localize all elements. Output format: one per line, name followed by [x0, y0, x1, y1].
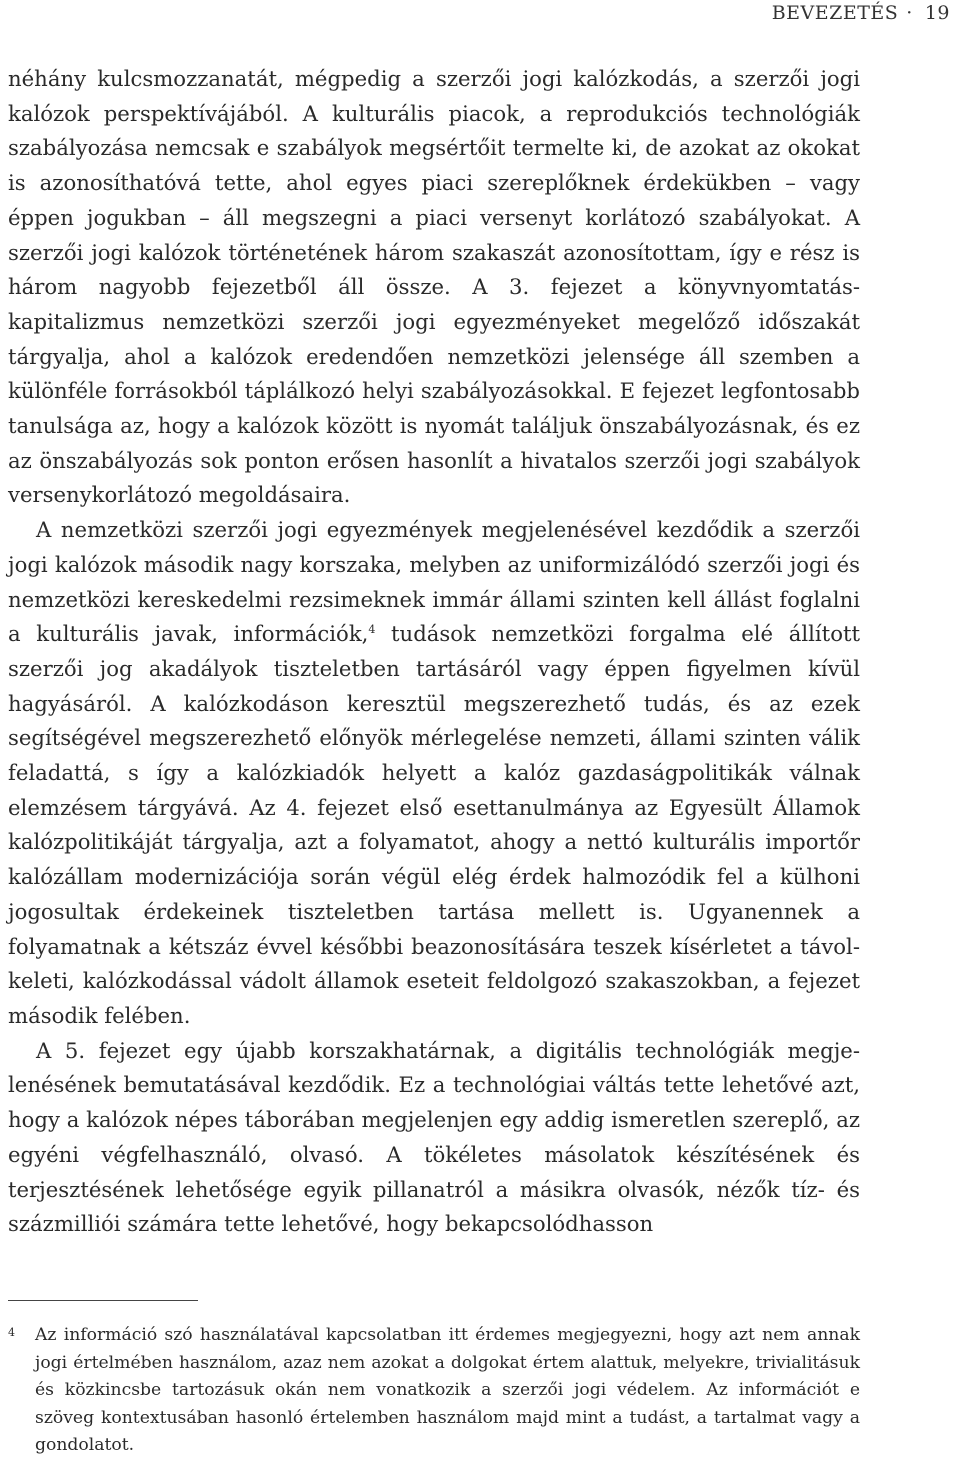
section-title: BEVEZETÉS: [771, 2, 899, 24]
paragraph-3: A 5. fejezet egy újabb korszakhatárnak, a digitális technológiák megjelenésének bemutatásával kezdődik. Ez a technológiai váltás tette lehetővé azt, hogy a kalózok népes táborában megjelenjen egy addig ismeretlen szereplő, az egyéni végfelhasználó, olvasó. A tökéletes másolatok készítésének és terjesztésének lehetősége egyik pillanatról a másikra olvasók, nézők tíz- és százmilliói számára tette lehetővé, hogy bekapcsolódhasson: [8, 1037, 860, 1237]
paragraph-2: [8, 513, 860, 1034]
header-separator: ·: [906, 2, 913, 24]
footnote-divider: [8, 1300, 198, 1301]
footnote-number: 4: [8, 1326, 15, 1339]
running-header: [772, 2, 950, 24]
body-text: [8, 62, 860, 1242]
paragraph-2-part-2: tudások nemzetközi forgalma elé állított szerzői jog akadályok tiszteletben tartásáról vagy éppen figyelmen kívül hagyásáról. A kalózkodáson keresztül megszerezhető tudás, és az ezek segítségével megszerezhető előnyök mérlegelése nemzeti, állami szinten válik feladattá, s így a kalózkiadók helyett a kalóz gazdaságpolitikák válnak elemzésem tárgyává. Az 4. fejezet első esettanulmánya az Egyesült Államok kalózpolitikáját tárgyalja, azt a folyamatot, ahogy a nettó kulturális importőr kalózállam modernizációja során végül elég érdek halmozódik fel a külhoni jogosultak érdekeinek tiszteletben tartása mellett is. Ugyanennek a folyamatnak a kétszáz évvel későbbi beazonosítására teszek kísérletet a távol-keleti, kalózkodással vádolt államok eseteit feldolgozó szakaszokban, a fejezet második felében.: [8, 621, 860, 1028]
page-number: 19: [924, 2, 950, 24]
paragraph-2-part-1: A nemzetközi szerzői jogi egyezmények megjelenésével kezdődik a szerzői jogi kalózok második nagy korszaka, melyben az uniformizálódó szerzői jogi és nemzetközi kereskedelmi rezsimeknek immár állami szinten kell állást foglalni a kulturális javak, információk,: [8, 517, 860, 647]
footnote-reference[interactable]: 4: [368, 623, 376, 637]
footnote-text: Az információ szó használatával kapcsolatban itt érdemes megjegyezni, hogy azt nem annak jogi értelmében használom, azaz nem azokat a dolgokat értem alattuk, melyekre, trivialitásuk és közkincsbe tartozásuk okán nem vonatkozik a szerzői jogi védelem. Az információt e szöveg kontextusában hasonló értelemben használom majd mint a tudást, a tartalmat vagy a gondolatot.: [35, 1325, 860, 1456]
paragraph-1: néhány kulcsmozzanatát, mégpedig a szerzői jogi kalózkodás, a szerzői jogi kalózok perspektívájából. A kulturális piacok, a reprodukciós technológiák szabályozása nemcsak e szabályok megsértőit termelte ki, de azokat az okokat is azonosíthatóvá tette, ahol egyes piaci szereplőknek érdekükben – vagy éppen jogukban – áll megszegni a piaci versenyt korlátozó szabályokat. A szerzői jogi kalózok történetének három szakaszát azonosítottam, így e rész is három nagyobb fejezetből áll össze. A 3. fejezet a könyvnyomtatás-kapitalizmus nemzetközi szerzői jogi egyezményeket megelőző időszakát tárgyalja, ahol a kalózok eredendően nemzetközi jelensége áll szemben a különféle forrásokból táplálkozó helyi szabályozásokkal. E fejezet legfontosabb tanulsága az, hogy a kalózok között is nyomát találjuk önszabályozásnak, és ez az önszabályozás sok ponton erősen hasonlít a hivatalos szerzői jogi szabályok versenykorlátozó megoldásaira.: [8, 66, 860, 508]
footnote: [8, 1322, 860, 1460]
